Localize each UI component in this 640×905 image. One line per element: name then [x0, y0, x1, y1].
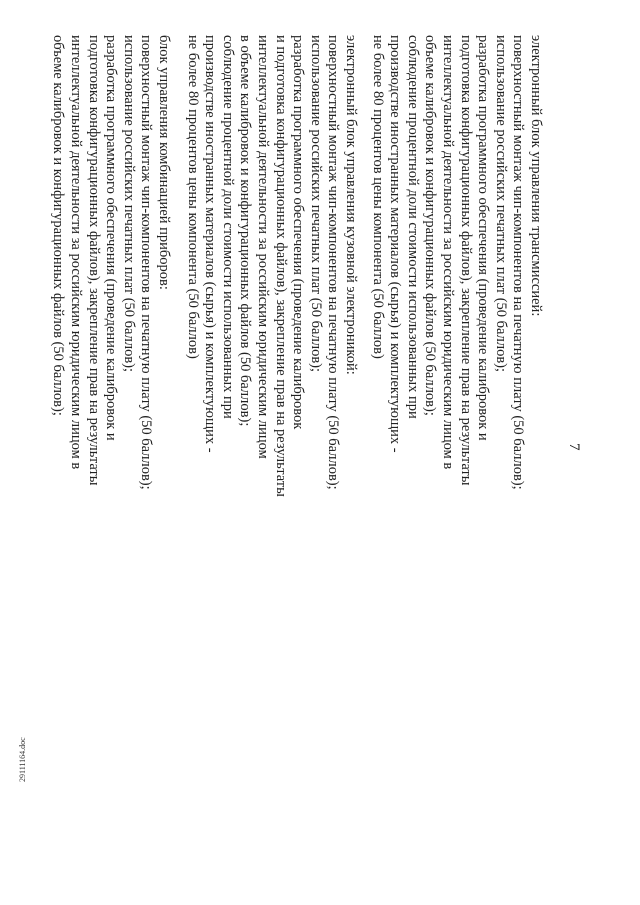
text-line: соблюдение процентной доли стоимости использованных при: [404, 35, 421, 419]
text-line: в объеме калибровок и конфигурационных файлов (50 баллов);: [237, 35, 254, 427]
file-name-footer: 29111164.doc: [18, 737, 27, 782]
page-number: 7: [566, 443, 582, 451]
text-line: использование российских печатных плат (50 баллов);: [307, 35, 324, 373]
text-line: производстве иностранных материалов (сырья) и комплектующих -: [202, 35, 219, 453]
text-line: подготовка конфигурационных файлов), закрепление прав на результаты: [457, 35, 474, 486]
text-line: разработка программного обеспечения (проведение калибровок: [290, 35, 307, 430]
text-line: производстве иностранных материалов (сырья) и комплектующих -: [387, 35, 404, 453]
text-line: интеллектуальной деятельности за российским юридическим лицом в: [440, 35, 457, 470]
text-line: подготовка конфигурационных файлов), закрепление прав на результаты: [85, 35, 102, 486]
text-line: не более 80 процентов цены компонента (50 баллов): [369, 35, 386, 359]
text-line: использование российских печатных плат (50 баллов);: [492, 35, 509, 373]
text-line: поверхностный монтаж чип-компонентов на печатную плату (50 баллов);: [325, 35, 342, 490]
text-line: объеме калибровок и конфигурационных файлов (50 баллов);: [422, 35, 439, 416]
section-instrument-cluster: [49, 35, 172, 490]
text-line: поверхностный монтаж чип-компонентов на печатную плату (50 баллов);: [510, 35, 527, 490]
text-line: и подготовка конфигурационных файлов), закрепление прав на результаты: [272, 35, 289, 497]
text-line: объеме калибровок и конфигурационных файлов (50 баллов);: [50, 35, 67, 416]
text-line: интеллектуальной деятельности за российским юридическим лицом в: [68, 35, 85, 470]
text-line: интеллектуальной деятельности за российским юридическим лицом: [255, 35, 272, 459]
text-line: разработка программного обеспечения (проведение калибровок и: [103, 35, 120, 441]
text-line: не более 80 процентов цены компонента (50 баллов): [184, 35, 201, 359]
text-line: использование российских печатных плат (50 баллов);: [120, 35, 137, 373]
section-heading: блок управления комбинацией приборов:: [156, 35, 172, 290]
section-heading: электронный блок управления кузовной электроникой:: [343, 35, 359, 375]
section-transmission-ecu: [368, 35, 544, 490]
section-heading: электронный блок управления трансмиссией:: [528, 35, 544, 317]
section-body-electronics-ecu: [183, 35, 359, 497]
text-line: поверхностный монтаж чип-компонентов на печатную плату (50 баллов);: [138, 35, 155, 490]
rotated-content: [50, 35, 584, 865]
text-line: разработка программного обеспечения (проведение калибровок и: [475, 35, 492, 441]
text-line: соблюдение процентной доли стоимости использованных при: [219, 35, 236, 419]
